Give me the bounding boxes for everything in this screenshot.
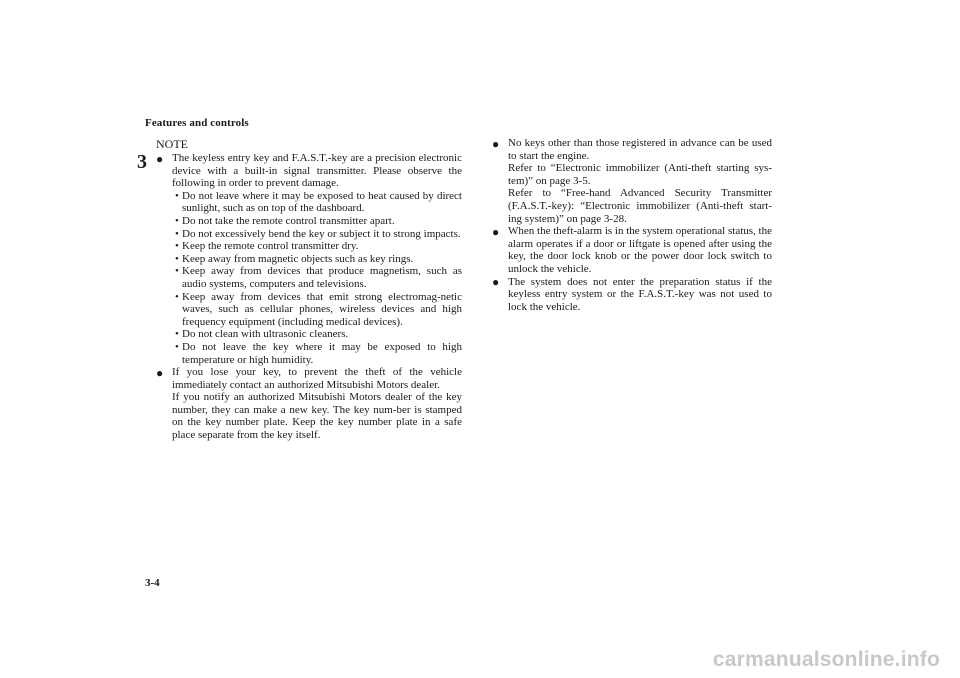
bullet-icon: ● bbox=[156, 365, 164, 380]
sub-bullet-icon: • bbox=[175, 265, 179, 278]
bullet-text: The keyless entry key and F.A.S.T.-key are a precision electronic device with a built-in signal transmitter. Please observe the following in order to prevent damage. bbox=[172, 152, 462, 190]
bullet-text: Refer to “Free-hand Advanced Security Transmitter (F.A.S.T.-key): “Electronic immobilizer (Anti-theft start-ing system)” on page 3-28. bbox=[508, 187, 772, 225]
sub-bullet-icon: • bbox=[175, 227, 179, 240]
note-bullet-precision-device bbox=[156, 152, 462, 366]
bullet-text: The system does not enter the preparation status if the keyless entry system or the F.A.S.T.-key was not used to lock the vehicle. bbox=[508, 275, 772, 313]
right-column bbox=[492, 137, 772, 313]
sub-item-text: Keep away from devices that emit strong electromag-netic waves, such as cellular phones, wireless devices and high frequency equipment (including medical devices). bbox=[182, 290, 462, 328]
sub-item-text: Do not leave where it may be exposed to heat caused by direct sunlight, such as on top of the dashboard. bbox=[182, 189, 462, 215]
sub-item-text: Keep away from magnetic objects such as key rings. bbox=[182, 252, 414, 265]
sub-item bbox=[172, 228, 462, 241]
sub-item bbox=[172, 215, 462, 228]
sub-bullet-icon: • bbox=[175, 240, 179, 253]
chapter-tab: 3 bbox=[137, 151, 147, 173]
watermark[interactable]: carmanualsonline.info bbox=[712, 648, 940, 671]
bullet-text: If you notify an authorized Mitsubishi Motors dealer of the key number, they can make a new key. The key num-ber is stamped on the key number plate. Keep the key number plate in a safe place separate from the key itself. bbox=[172, 391, 462, 442]
sub-item bbox=[172, 265, 462, 290]
bullet-text: If you lose your key, to prevent the theft of the vehicle immediately contact an authorized Mitsubishi Motors dealer. bbox=[172, 366, 462, 391]
sub-bullet-icon: • bbox=[175, 340, 179, 353]
sub-item bbox=[172, 253, 462, 266]
note-bullet-lost-key bbox=[156, 366, 462, 442]
sub-item bbox=[172, 240, 462, 253]
sub-item bbox=[172, 328, 462, 341]
section-header: Features and controls bbox=[145, 117, 249, 129]
sub-item-text: Do not excessively bend the key or subject it to strong impacts. bbox=[182, 227, 461, 240]
note-title: NOTE bbox=[156, 137, 188, 151]
sub-item-text: Keep the remote control transmitter dry. bbox=[182, 240, 359, 253]
page-number: 3-4 bbox=[145, 577, 160, 589]
left-column bbox=[156, 137, 462, 442]
bullet-text: Refer to “Electronic immobilizer (Anti-theft starting sys-tem)” on page 3-5. bbox=[508, 162, 772, 187]
bullet-icon: ● bbox=[156, 151, 164, 166]
sub-item bbox=[172, 291, 462, 329]
bullet-icon: ● bbox=[492, 275, 500, 290]
note-bullet-preparation-status bbox=[492, 276, 772, 314]
note-bullet-registered-keys bbox=[492, 137, 772, 225]
sub-bullet-icon: • bbox=[175, 290, 179, 303]
bullet-text: No keys other than those registered in advance can be used to start the engine. bbox=[508, 137, 772, 162]
sub-item-text: Do not take the remote control transmitter apart. bbox=[182, 214, 395, 227]
bullet-icon: ● bbox=[492, 136, 500, 151]
sub-item-text: Do not clean with ultrasonic cleaners. bbox=[182, 328, 349, 341]
sub-item-text: Do not leave the key where it may be exposed to high temperature or high humidity. bbox=[182, 340, 462, 366]
note-bullet-theft-alarm bbox=[492, 225, 772, 275]
sub-bullet-icon: • bbox=[175, 328, 179, 341]
sub-item bbox=[172, 190, 462, 215]
sub-bullet-icon: • bbox=[175, 214, 179, 227]
sub-item-text: Keep away from devices that produce magnetism, such as audio systems, computers and televisions. bbox=[182, 265, 462, 290]
sub-item bbox=[172, 341, 462, 366]
sub-bullet-icon: • bbox=[175, 252, 179, 265]
sub-bullet-icon: • bbox=[175, 189, 179, 202]
bullet-icon: ● bbox=[492, 224, 500, 239]
bullet-text: When the theft-alarm is in the system operational status, the alarm operates if a door or liftgate is opened after using the key, the door lock knob or the power door lock switch to unlock the vehicle. bbox=[508, 225, 772, 275]
